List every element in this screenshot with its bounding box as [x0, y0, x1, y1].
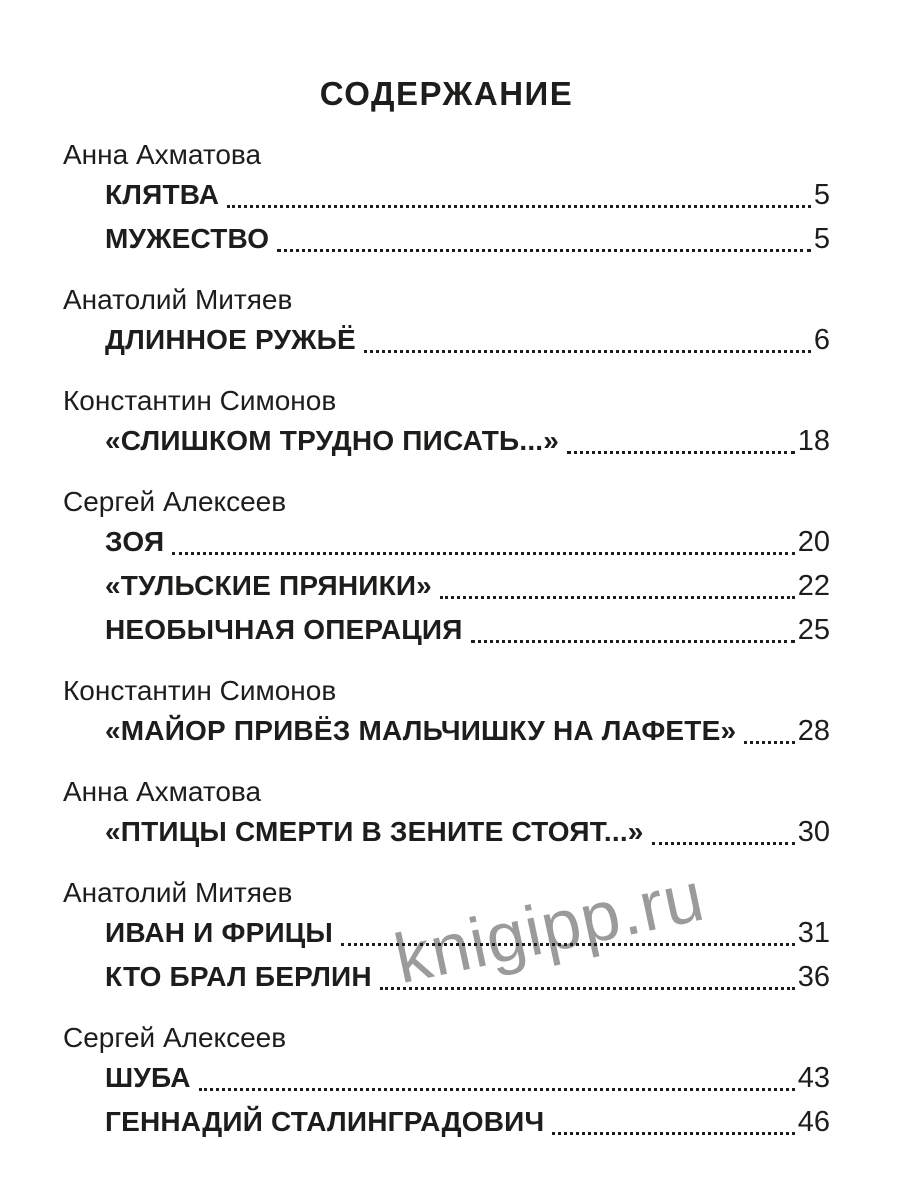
dot-leader: [380, 987, 795, 990]
dot-leader: [471, 640, 795, 643]
toc-group-entries: [63, 419, 830, 463]
dot-leader: [277, 249, 811, 252]
entry-title: ЗОЯ: [105, 526, 165, 557]
entry-page-number: 22: [797, 570, 830, 602]
toc-group: [63, 1020, 830, 1144]
toc-entry: [63, 520, 830, 564]
entry-page-number: 20: [797, 526, 830, 558]
entry-title: ГЕННАДИЙ СТАЛИНГРАДОВИЧ: [105, 1106, 545, 1137]
entry-title: «ПТИЦЫ СМЕРТИ В ЗЕНИТЕ СТОЯТ...»: [105, 816, 644, 847]
entry-page-number: 5: [813, 179, 830, 211]
author-name: Константин Симонов: [63, 675, 337, 706]
entry-page-number: 43: [797, 1062, 830, 1094]
toc-group-entries: [63, 318, 830, 362]
toc-group: [63, 875, 830, 999]
toc-group-entries: [63, 1056, 830, 1144]
entry-title: ШУБА: [105, 1062, 191, 1093]
dot-leader: [567, 451, 795, 454]
entry-page-number: 31: [797, 917, 830, 949]
toc-entry: [63, 955, 830, 999]
entry-title: НЕОБЫЧНАЯ ОПЕРАЦИЯ: [105, 614, 463, 645]
entry-page-number: 28: [797, 715, 830, 747]
toc-content: [63, 74, 830, 1144]
toc-entry: [63, 810, 830, 854]
toc-group-entries: [63, 520, 830, 652]
toc-entry: [63, 173, 830, 217]
toc-entry: [63, 217, 830, 261]
entry-title: ИВАН И ФРИЦЫ: [105, 917, 334, 948]
toc-entry: [63, 419, 830, 463]
entry-title: ДЛИННОЕ РУЖЬЁ: [105, 324, 356, 355]
entry-page-number: 25: [797, 614, 830, 646]
toc-entry: [63, 911, 830, 955]
entry-page-number: 5: [813, 223, 830, 255]
entry-page-number: 18: [797, 425, 830, 457]
dot-leader: [227, 205, 811, 208]
dot-leader: [552, 1132, 794, 1135]
entry-page-number: 46: [797, 1106, 830, 1138]
toc-group-entries: [63, 911, 830, 999]
toc-group-entries: [63, 173, 830, 261]
author-name: Константин Симонов: [63, 385, 337, 416]
author-name: Анатолий Митяев: [63, 284, 293, 315]
watermark-text: knigipp.ru: [387, 856, 711, 999]
dot-leader: [172, 552, 794, 555]
toc-entry: [63, 1100, 830, 1144]
dot-leader: [744, 741, 794, 744]
entry-title: «МАЙОР ПРИВЁЗ МАЛЬЧИШКУ НА ЛАФЕТЕ»: [105, 715, 737, 746]
entry-title: КЛЯТВА: [105, 179, 220, 210]
toc-group: [63, 137, 830, 261]
toc-group: [63, 673, 830, 753]
dot-leader: [364, 350, 811, 353]
dot-leader: [652, 842, 795, 845]
toc-group: [63, 282, 830, 362]
toc-group: [63, 774, 830, 854]
toc-group-entries: [63, 709, 830, 753]
dot-leader: [341, 943, 795, 946]
author-name: Сергей Алексеев: [63, 486, 287, 517]
page-title: СОДЕРЖАНИЕ: [319, 75, 574, 112]
entry-page-number: 36: [797, 961, 830, 993]
entry-page-number: 6: [813, 324, 830, 356]
toc-entry: [63, 318, 830, 362]
author-name: Сергей Алексеев: [63, 1022, 287, 1053]
entry-title: «СЛИШКОМ ТРУДНО ПИСАТЬ...»: [105, 425, 560, 456]
toc-entry: [63, 709, 830, 753]
author-name: Анна Ахматова: [63, 776, 262, 807]
author-name: Анна Ахматова: [63, 139, 262, 170]
toc-list: [63, 137, 830, 1144]
entry-title: МУЖЕСТВО: [105, 223, 270, 254]
toc-group: [63, 484, 830, 652]
entry-page-number: 30: [797, 816, 830, 848]
dot-leader: [199, 1088, 795, 1091]
entry-title: «ТУЛЬСКИЕ ПРЯНИКИ»: [105, 570, 432, 601]
author-name: Анатолий Митяев: [63, 877, 293, 908]
entry-title: КТО БРАЛ БЕРЛИН: [105, 961, 372, 992]
toc-entry: [63, 1056, 830, 1100]
toc-entry: [63, 564, 830, 608]
dot-leader: [440, 596, 795, 599]
toc-group-entries: [63, 810, 830, 854]
toc-entry: [63, 608, 830, 652]
toc-group: [63, 383, 830, 463]
